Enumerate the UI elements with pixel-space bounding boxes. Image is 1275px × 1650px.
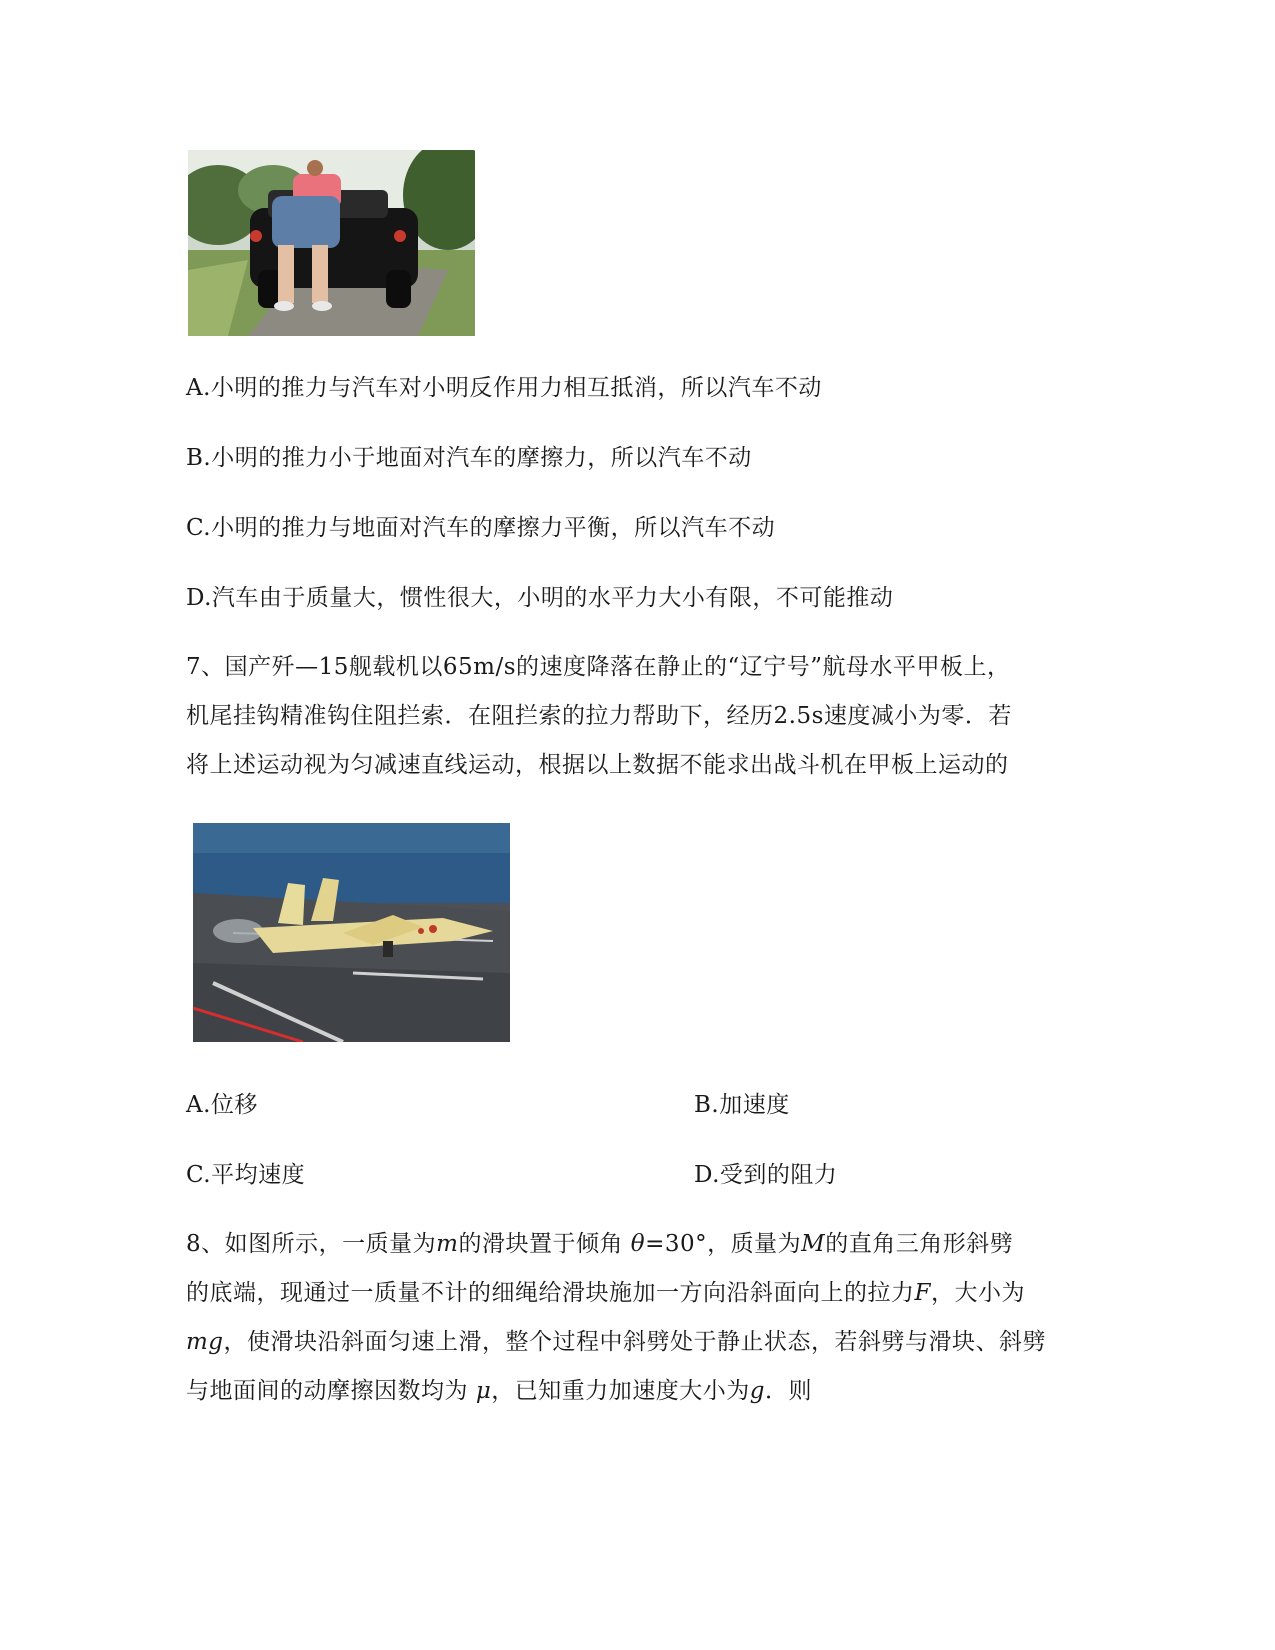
- q7-option-c: C.平均速度: [186, 1162, 306, 1188]
- q7-option-a: A.位移: [186, 1092, 258, 1118]
- q8-stem-line-4: [186, 1376, 812, 1406]
- q6-option-b: B.小明的推力小于地面对汽车的摩擦力，所以汽车不动: [186, 445, 752, 471]
- fighter-jet-carrier-photo: [193, 823, 510, 1042]
- var-mu: μ: [475, 1378, 492, 1404]
- var-m: m: [436, 1231, 459, 1257]
- q8-text: 的底端，现通过一质量不计的细绳给滑块施加一方向沿斜面向上的拉力: [186, 1280, 915, 1306]
- q7-stem-line-3: 将上述运动视为匀减速直线运动，根据以上数据不能求出战斗机在甲板上运动的: [186, 752, 1009, 778]
- q6-option-a: A.小明的推力与汽车对小明反作用力相互抵消，所以汽车不动: [186, 375, 822, 401]
- q7-stem-line-1: 7、国产歼—15舰载机以65m/s的速度降落在静止的“辽宁号”航母水平甲板上，: [186, 654, 1011, 680]
- q7-option-b: B.加速度: [694, 1092, 790, 1118]
- q8-stem-line-3: [186, 1327, 1046, 1357]
- var-theta: θ: [630, 1231, 646, 1257]
- var-F: F: [914, 1280, 931, 1306]
- q8-text: ．则: [765, 1378, 812, 1404]
- q8-text: 8、如图所示，一质量为: [186, 1231, 437, 1257]
- q8-text: 与地面间的动摩擦因数均为: [186, 1378, 476, 1404]
- q7-stem-line-2: 机尾挂钩精准钩住阻拦索．在阻拦索的拉力帮助下，经历2.5s速度减小为零．若: [186, 703, 1012, 729]
- var-M: M: [801, 1231, 826, 1257]
- q8-text: ，已知重力加速度大小为: [491, 1378, 750, 1404]
- man-pushing-car-photo: [188, 150, 475, 336]
- q7-option-d: D.受到的阻力: [694, 1162, 838, 1188]
- q8-stem-line-2: [186, 1278, 1025, 1308]
- q8-stem-line-1: [186, 1229, 1013, 1259]
- q8-text: =30°，质量为: [645, 1231, 802, 1257]
- q6-option-c: C.小明的推力与地面对汽车的摩擦力平衡，所以汽车不动: [186, 515, 776, 541]
- var-mg: mg: [186, 1329, 224, 1355]
- q8-text: 的直角三角形斜劈: [825, 1231, 1014, 1257]
- q6-option-d: D.汽车由于质量大，惯性很大，小明的水平力大小有限，不可能推动: [186, 585, 894, 611]
- q8-text: ，使滑块沿斜面匀速上滑，整个过程中斜劈处于静止状态，若斜劈与滑块、斜劈: [223, 1329, 1047, 1355]
- var-g: g: [749, 1378, 765, 1404]
- q8-text: 的滑块置于倾角: [458, 1231, 631, 1257]
- q8-text: ，大小为: [930, 1280, 1025, 1306]
